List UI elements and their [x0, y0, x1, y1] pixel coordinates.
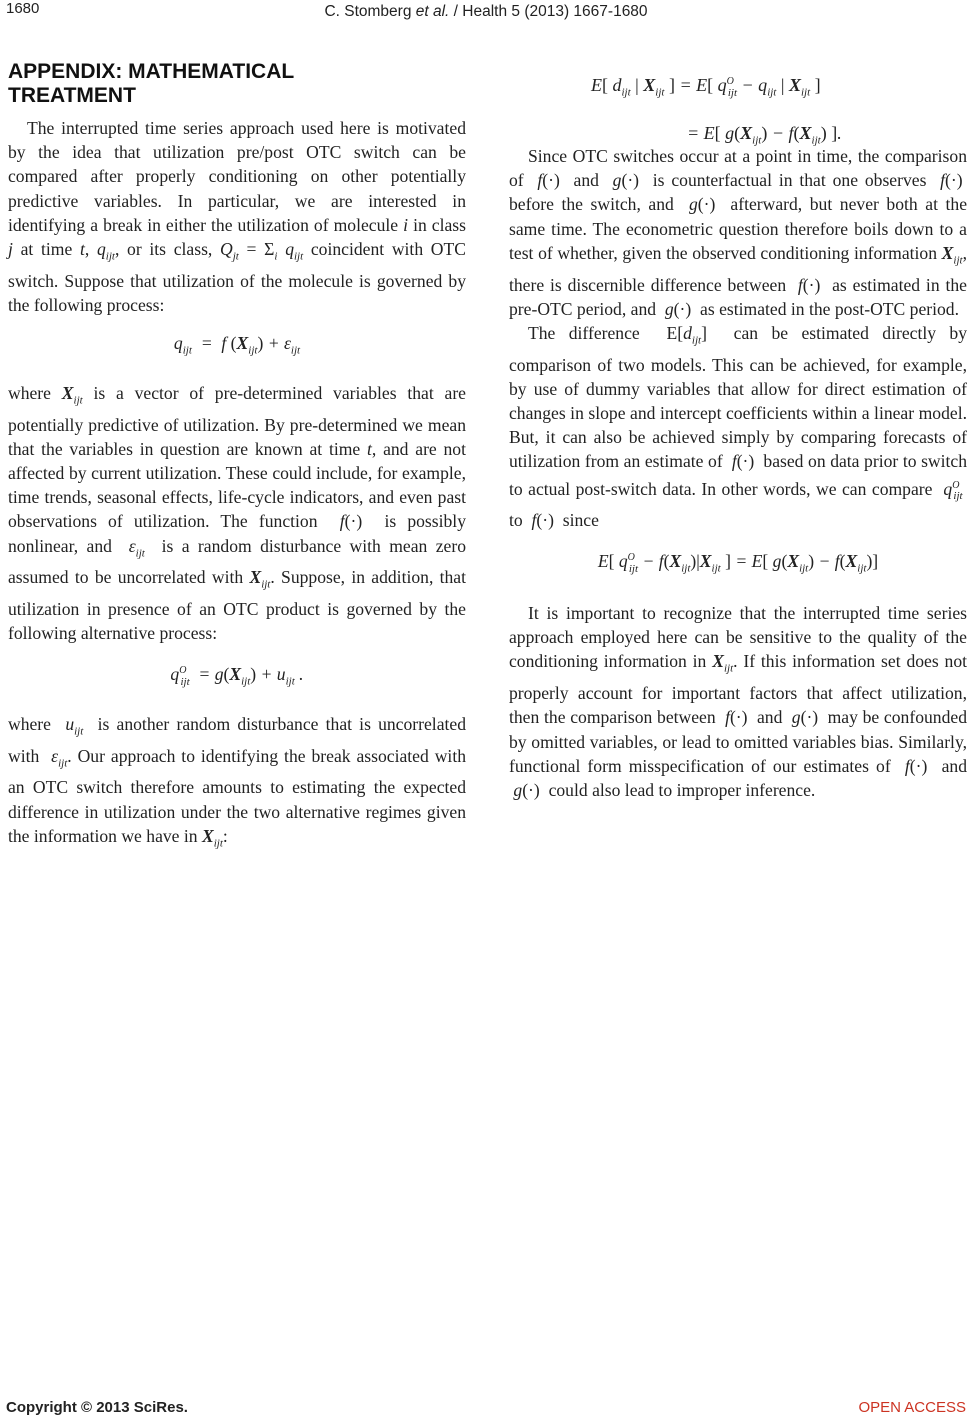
left-column: [8, 60, 466, 856]
copyright-notice: Copyright © 2013 SciRes.: [6, 1399, 188, 1416]
equation-4: E[ $q^O_{ijt} - f(X_{ijt})|X_{ijt}$ ] = E[ $g(X_{ijt}) - f(X_{ijt})$]: [597, 551, 879, 575]
paragraph-1: The interrupted time series approach used here is motivated by the idea that utilization pre/post OTC switch can be compared after properly conditioning on other potentially predictive variables. In particular, we are interested in identifying a break in either the utilization of molecule i in class j at time t, $q_{ijt}$, or its class, $Q_{jt} = \Sigma_i$ $q_{ijt}$ coincident with OTC switch. Suppose that utilization of the molecule is governed by the following process:: [8, 118, 466, 315]
open-access-label: OPEN ACCESS: [858, 1399, 966, 1416]
paragraph-5: The difference $E[d_{ijt}]$ can be estimated directly by comparison of two models. This can be achieved, for example, by use of dummy variables that allow for direct estimation of changes in slope and intercept coefficients within a linear model. But, it can also be achieved simply by comparing forecasts of utilization from an estimate of f(·) based on data prior to switch to actual post-switch data. In other words, we can compare $q^O_{ijt}$ to f(·) since: [509, 322, 968, 531]
running-head: C. Stomberg et al. / Health 5 (2013) 1667-1680: [324, 3, 648, 20]
paragraph-2: where $X_{ijt}$ is a vector of pre-determined variables that are potentially predictive of utilization. By pre-determined we mean that the variables in question are known at time t, and are not affected by current utilization. These could include, for example, time trends, seasonal effects, life-cycle indicators, and even past observations of utilization. The function f(·) is possibly nonlinear, and $\varepsilon_{ijt}$ is a random disturbance with mean zero assumed to be uncorrelated with $X_{ijt}$. Suppose, in addition, that utilization in presence of an OTC product is governed by the following alternative process:: [8, 382, 466, 644]
right-column: [509, 144, 967, 802]
section-title: APPENDIX: MATHEMATICAL TREATMENT: [8, 60, 295, 107]
equation-1: $q_{ijt} = f$ $(X_{ijt}) + \varepsilon_{ijt}$: [173, 333, 301, 357]
paragraph-6: It is important to recognize that the interrupted time series approach employed here can be sensitive to the quality of the conditioning information in $X_{ijt}$. If this information set does not properly account for important factors that affect utilization, then the comparison between f(·) and g(·) may be confounded by omitted variables, or lead to omitted variables bias. Similarly, functional form misspecification of our estimates of f(·) and g(·) could also lead to improper inference.: [509, 603, 968, 800]
page-number: 1680: [6, 0, 40, 17]
paragraph-3: where $u_{ijt}$ is another random disturbance that is uncorrelated with $\varepsilon_{ijt}$. Our approach to identifying the break associated with an OTC switch therefore amounts to estimating the expected difference in utilization under the two alternative regimes given the information we have in $X_{ijt}$:: [8, 714, 467, 850]
equation-3: E[ $d_{ijt}$ | $X_{ijt}$ ] = E[ $q^O_{ijt} - q_{ijt}$ | $X_{ijt}$ ] = E[ $g(X_{ijt}) - f(X_{ijt})$ ].: [591, 75, 842, 147]
paragraph-4: Since OTC switches occur at a point in time, the comparison of f(·) and g(·) is counterfactual in that one observes f(·) before the switch, and g(·) afterward, but never both at the same time. The econometric question therefore boils down to a test of whether, given the observed conditioning information $X_{ijt}$, there is discernible difference between f(·) as estimated in the pre-OTC period, and g(·) as estimated in the post-OTC period.: [509, 146, 968, 319]
equation-2: $q^O_{ijt} = g(X_{ijt}) + u_{ijt}$ .: [170, 664, 304, 688]
